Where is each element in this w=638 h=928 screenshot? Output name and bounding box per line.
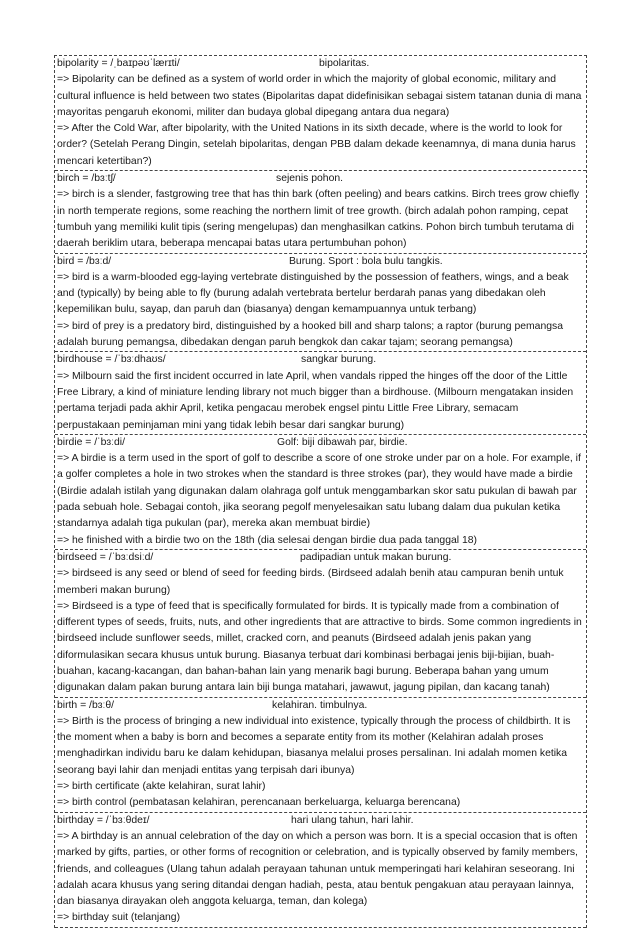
entry-example-line: => birch is a slender, fastgrowing tree that has thin bark (often peeling) and bears catkins. Birch trees grow chiefly in north temperate regions, some reaching the northern limit of tree growth. (birch adalah pohon ramping, cepat tumbuh yang memiliki kulit tipis (sering mengelupas) dan menghasilkan catkins. Pohon birch tumbuh terutama di daerah beriklim utara, beberapa mencapai batas utara pertumbuhan pohon)	[57, 189, 580, 250]
entry-example-line: => bird is a warm-blooded egg-laying vertebrate distinguished by the possession of feathers, wings, and a beak and (typically) by being able to fly (burung adalah vertebrata bertelur berdarah panas yang dibedakan oleh kepemilikan bulu, sayap, dan paruh dan (biasanya) dengan kemampuannya untuk terbang)	[57, 271, 569, 316]
entry-headline	[57, 813, 584, 829]
glossary-entry	[55, 56, 586, 171]
glossary-entry	[55, 550, 586, 698]
entry-translation: sangkar burung.	[301, 354, 377, 366]
entry-translation: hari ulang tahun, hari lahir.	[291, 814, 414, 826]
glossary-entry	[55, 254, 586, 353]
entry-term: birdhouse = /ˈbɜːdhaʊs/	[57, 354, 166, 366]
entry-term: birdie = /ˈbɜːdi/	[57, 436, 126, 448]
glossary-sheet	[54, 55, 587, 928]
entry-example-line: => bird of prey is a predatory bird, distinguished by a hooked bill and sharp talons; a raptor (burung pemangsa adalah burung pemangsa, dibedakan dengan paruh bengkok dan cakar tajam; seorang pemangsa)	[57, 320, 563, 349]
entry-headline	[57, 698, 584, 714]
entry-translation: bipolaritas.	[319, 58, 370, 69]
glossary-entry	[55, 698, 586, 813]
entry-term: birch = /bɜːtʃ/	[57, 173, 116, 185]
glossary-entry	[55, 435, 586, 550]
entry-example-line: => birth certificate (akte kelahiran, surat lahir)	[57, 781, 266, 793]
entry-headline	[57, 56, 584, 72]
entry-headline	[57, 254, 584, 270]
entry-term: birthday = /ˈbɜːθdeɪ/	[57, 814, 150, 826]
entry-example-line: => Birth is the process of bringing a new individual into existence, typically through the process of childbirth. It is the moment when a baby is born and becomes a separate entity from its mother (Kelahiran adalah proses menghadirkan individu baru ke dalam kehidupan, biasanya melalui proses persalinan. Ini adalah momen ketika seorang bayi lahir dan menjadi entitas yang terpisah dari ibunya)	[57, 715, 571, 776]
entry-example-line: => birdseed is any seed or blend of seed for feeding birds. (Birdseed adalah benih atau campuran benih untuk memberi makan burung)	[57, 568, 564, 596]
entry-example-line: => Birdseed is a type of feed that is specifically formulated for birds. It is typically made from a combination of different types of seeds, fruits, nuts, and other ingredients that are attractive to birds. Some common ingredients in birdseed include sunflower seeds, millet, cracked corn, and peanuts (Birdseed adalah jenis pakan yang diformulasikan secara khusus untuk burung. Biasanya terbuat dari kombinasi berbagai jenis biji-bijian, buah-buahan, kacang-kacangan, dan bahan-bahan lain yang menarik bagi burung. Beberapa bahan yang umum digunakan dalam pakan burung antara lain biji bunga matahari, jawawut, jagung pipilan, dan kacang tanah)	[57, 600, 582, 694]
entry-example-line: => A birdie is a term used in the sport of golf to describe a score of one stroke under par on a hole. For example, if a golfer completes a hole in two strokes when the standard is three strokes (par), they would have made a birdie (Birdie adalah istilah yang digunakan dalam olahraga golf untuk menggambarkan skor satu pukulan di bawah par pada sebuah hole. Sebagai contoh, jika seorang pegolf menyelesaikan satu lubang dalam dua pukulan ketika standarnya adalah tiga pukulan (par), mereka akan membuat birdie)	[57, 453, 581, 530]
entry-headline	[57, 352, 584, 368]
glossary-entry	[55, 352, 586, 434]
entry-term: birdseed = /ˈbɜːdsiːd/	[57, 551, 154, 563]
entry-translation: Burung. Sport : bola bulu tangkis.	[289, 255, 443, 267]
entry-translation: kelahiran. timbulnya.	[272, 699, 368, 711]
entry-translation: sejenis pohon.	[276, 173, 344, 185]
entry-example-line: => birthday suit (telanjang)	[57, 912, 181, 924]
entry-example-line: => A birthday is an annual celebration of the day on which a person was born. It is a special occasion that is often marked by gifts, parties, or other forms of recognition or celebration, and is typically observed by family members, friends, and colleagues (Ulang tahun adalah perayaan tahunan untuk memperingati hari kelahiran seseorang. Ini adalah acara khusus yang sering ditandai dengan hadiah, pesta, atau bentuk pengakuan atau perayaan lainnya, dan biasanya dirayakan oleh anggota keluarga, teman, dan kolega)	[57, 830, 578, 908]
entry-headline	[57, 550, 584, 566]
entry-translation: padipadian untuk makan burung.	[300, 551, 452, 563]
entry-example-line: => birth control (pembatasan kelahiran, perencanaan berkeluarga, keluarga berencana)	[57, 797, 461, 809]
entry-translation: Golf: biji dibawah par, birdie.	[277, 436, 408, 448]
glossary-entry	[55, 171, 586, 253]
entry-headline	[57, 435, 584, 451]
entry-example-line: => Milbourn said the first incident occurred in late April, when vandals ripped the hinges off the door of the Little Free Library, a kind of miniature lending library not much bigger than a birdhouse. (Milbourn mengatakan insiden pertama terjadi pada akhir April, ketika pengacau merobek engsel pintu Little Free Library, semacam perpustakaan peminjaman mini yang tidak lebih besar dari sangkar burung)	[57, 370, 574, 431]
entry-example-line: => Bipolarity can be defined as a system of world order in which the majority of global economic, military and cultural influence is held between two states (Bipolaritas dapat didefinisikan sebagai sistem tatanan dunia di mana mayoritas pengaruh ekonomi, militer dan budaya global dipegang antara dua negara)	[57, 74, 582, 118]
entry-term: birth = /bɜːθ/	[57, 699, 115, 711]
entry-headline	[57, 171, 584, 187]
entry-example-line: => After the Cold War, after bipolarity, with the United Nations in its sixth decade, where is the world to look for order? (Setelah Perang Dingin, setelah bipolaritas, dengan PBB dalam dekade keenamnya, di mana dunia harus mencari ketertiban?)	[57, 123, 576, 167]
entry-example-line: => he finished with a birdie two on the 18th (dia selesai dengan birdie dua pada tanggal 18)	[57, 534, 477, 546]
entry-term: bipolarity = /ˌbaɪpəʊˈlærɪti/	[57, 58, 180, 69]
entry-term: bird = /bɜːd/	[57, 255, 112, 267]
glossary-entry	[55, 813, 586, 928]
